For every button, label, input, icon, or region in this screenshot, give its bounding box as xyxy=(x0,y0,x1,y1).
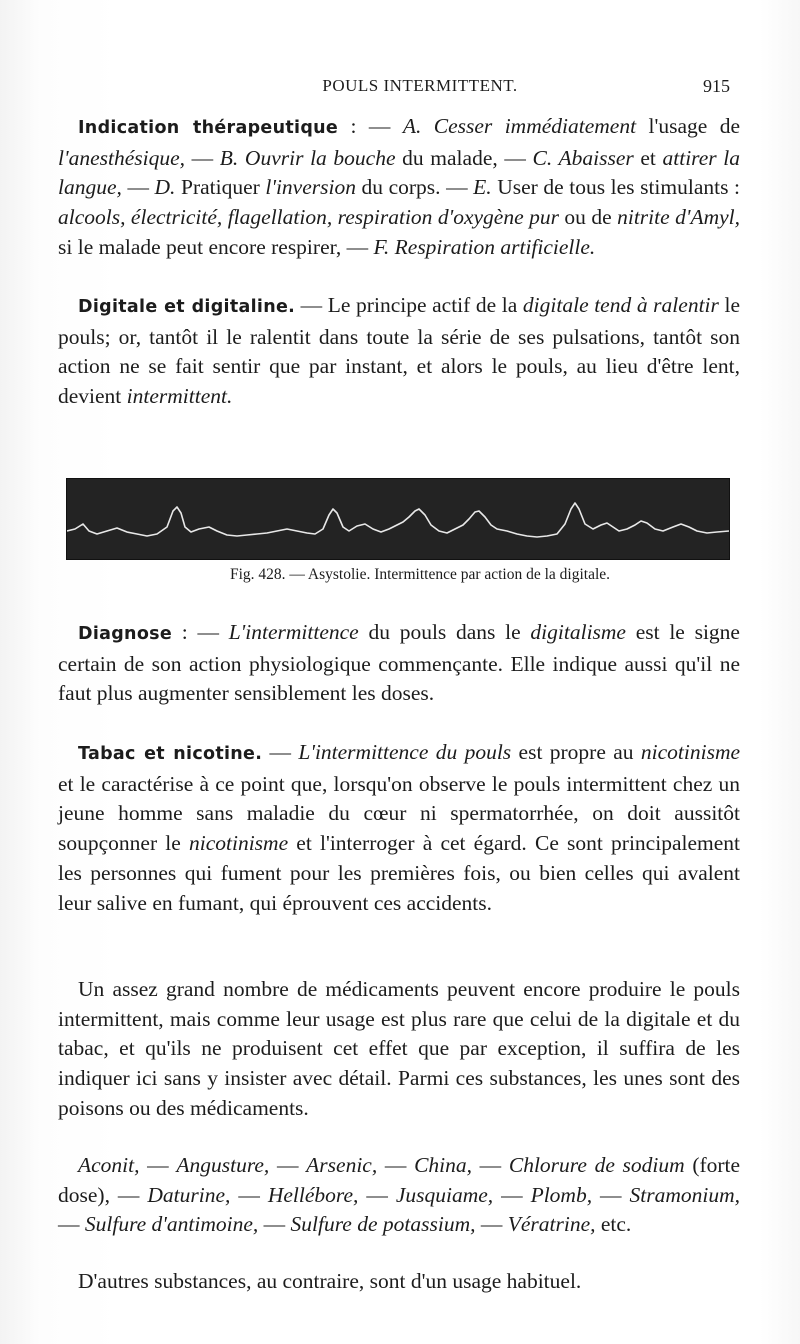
paragraph-substances-list xyxy=(58,1151,740,1240)
page-number: 915 xyxy=(703,76,730,96)
pulse-waveform xyxy=(67,479,729,559)
paragraph-text: Tabac et nicotine. — L'intermittence du pouls est propre au nicotinisme et le caractérise à ce point que, lorsqu'on observe le pouls intermittent chez un jeune homme sans maladie du cœur ni spermatorrhée, on doit aussitôt soupçonner le nicotinisme et l'interroger à cet égard. Ce sont principalement les personnes qui fument pour les premières fois, ou bien celles qui avalent leur salive en fumant, qui éprouvent ces accidents. xyxy=(58,740,741,915)
paragraph-digitale xyxy=(58,291,740,412)
paragraph-text: Indication thérapeutique : — A. Cesser immédiatement l'usage de l'anesthésique, — B. Ouvrir la bouche du malade, — C. Abaisser et attirer la langue, — D. Pratiquer l'inversion du corps. — E. User de tous les stimulants : alcools, électricité, flagellation, respiration d'oxygène pur ou de nitrite d'Amyl, si le malade peut encore respirer, — F. Respiration artificielle. xyxy=(58,114,741,259)
paragraph-heading: Tabac et nicotine. xyxy=(78,744,263,764)
paragraph-text: D'autres substances, au contraire, sont d'un usage habituel. xyxy=(78,1269,582,1293)
paragraph-autres-substances xyxy=(58,1267,740,1297)
figure-caption: Fig. 428. — Asystolie. Intermittence par action de la digitale. xyxy=(229,566,611,583)
paragraph-heading: Diagnose xyxy=(78,624,173,644)
paragraph-heading: Indication thérapeutique xyxy=(78,118,339,138)
paragraph-text: Aconit, — Angusture, — Arsenic, — China, — Chlorure de sodium (forte dose), — Daturine, — Hellébore, — Jusquiame, — Plomb, — Stramonium, — Sulfure d'antimoine, — Sulfure de potassium, — Vératrine, etc. xyxy=(58,1153,741,1237)
paragraph-text: Diagnose : — L'intermittence du pouls dans le digitalisme est le signe certain de son action physiologique commençante. Elle indique aussi qu'il ne faut plus augmenter sensiblement les doses. xyxy=(58,620,740,706)
paragraph-medicaments xyxy=(58,975,740,1124)
paragraph-diagnose xyxy=(58,618,740,709)
paragraph-text: Digitale et digitaline. — Le principe actif de la digitale tend à ralentir le pouls; or, tantôt il le ralentit dans toute la série de ses pulsations, tantôt son action ne se fait sentir que par instant, et alors le pouls, au lieu d'être lent, devient intermittent. xyxy=(58,293,741,409)
page-header xyxy=(60,76,730,102)
running-head: POULS INTERMITTENT. xyxy=(322,76,518,95)
paragraph-tabac xyxy=(58,738,740,918)
paragraph-text: Un assez grand nombre de médicaments peuvent encore produire le pouls intermittent, mais comme leur usage est plus rare que celui de la digitale et du tabac, et qu'ils ne produisent cet effet que par exception, il suffira de les indiquer ici sans y insister avec détail. Parmi ces substances, les unes sont des poisons ou des médicaments. xyxy=(58,977,740,1120)
pulse-tracing-figure xyxy=(66,478,730,560)
paragraph-indication-therapeutique xyxy=(58,112,740,263)
paragraph-heading: Digitale et digitaline. xyxy=(78,297,296,317)
